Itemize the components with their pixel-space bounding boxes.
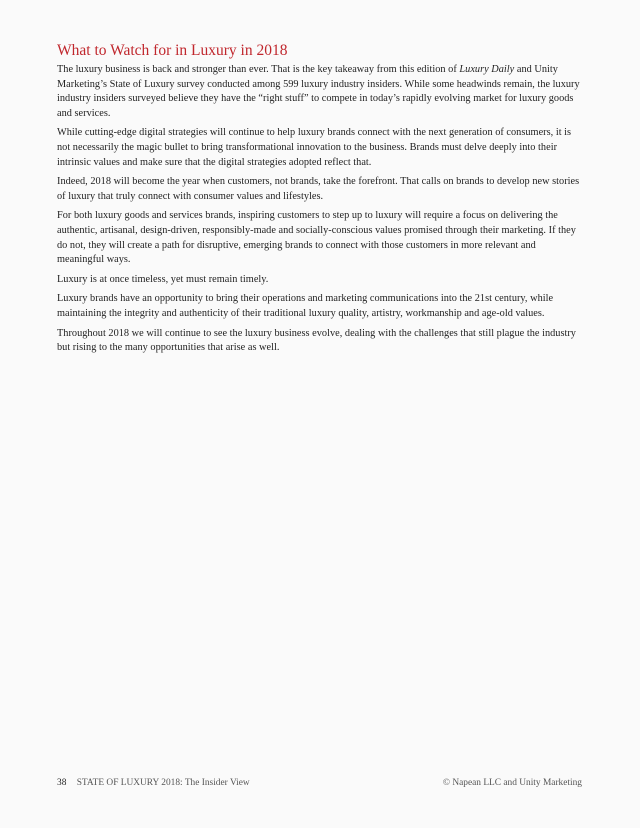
page-number: 38: [57, 778, 67, 788]
paragraph-inspiring-customers: For both luxury goods and services brands, inspiring customers to step up to luxury will require a focus on delivering the authentic, artisanal, design-driven, responsibly-made and socially-conscious values promised through their marketing. If they do not, they will create a path for disruptive, emerging brands to connect with those customers in more relevant and meaningful ways.: [57, 210, 576, 266]
paragraph-intro-text-1: The luxury business is back and stronger than ever. That is the key takeaway from this edition of: [57, 64, 460, 75]
page-content: [57, 42, 585, 361]
page-title: What to Watch for in Luxury in 2018: [57, 42, 288, 59]
paragraph-opportunity: Luxury brands have an opportunity to bring their operations and marketing communications into the 21st century, while maintaining the integrity and authenticity of their traditional luxury quality, artistry, workmanship and age-old values.: [57, 293, 554, 319]
paragraph-digital-strategies: While cutting-edge digital strategies will continue to help luxury brands connect with the next generation of consumers, it is not necessarily the magic bullet to bring transformational innovation to the business. Brands must delve deeply into their intrinsic values and make sure that the digital strategies adopted reflect that.: [57, 127, 572, 168]
publication-title: STATE OF LUXURY 2018: The Insider View: [76, 778, 250, 788]
paragraph-customers-forefront: Indeed, 2018 will become the year when customers, not brands, take the forefront. That calls on brands to develop new stories of luxury that truly connect with consumer values and lifestyles.: [57, 176, 580, 202]
paragraph-throughout-2018: Throughout 2018 we will continue to see the luxury business evolve, dealing with the challenges that still plague the industry but rising to the many opportunities that arise as well.: [57, 327, 576, 354]
page-footer: [57, 778, 585, 788]
paragraph-intro-text-2: and Unity Marketing’s State of Luxury survey conducted among 599 luxury industry insiders. While some headwinds remain, the luxury industry insiders surveyed believe they have the “right stuff” to compete in today’s rapidly evolving market for luxury goods and services.: [57, 64, 580, 119]
copyright-notice: © Napean LLC and Unity Marketing: [442, 778, 582, 788]
paragraph-timeless: Luxury is at once timeless, yet must remain timely.: [57, 273, 269, 285]
publication-name-italic: Luxury Daily: [459, 64, 515, 75]
paragraph-intro: [57, 63, 585, 121]
